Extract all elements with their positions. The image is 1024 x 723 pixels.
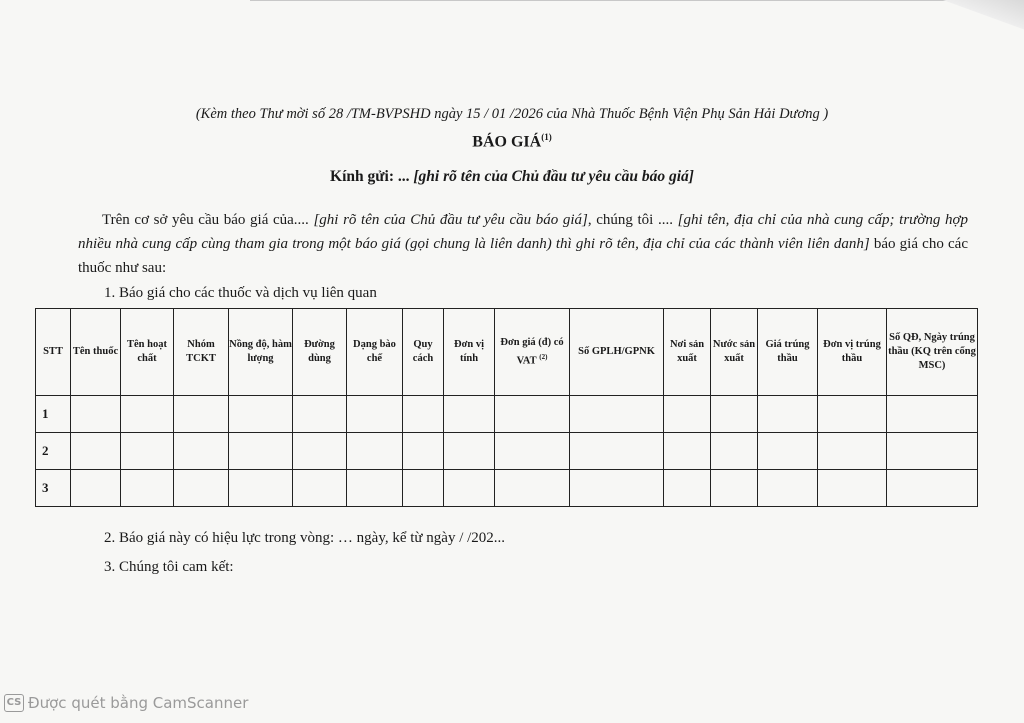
header-noi-san-xuat: Nơi sản xuất [664, 309, 711, 396]
header-quy-cach: Quy cách [403, 309, 444, 396]
header-gia-trung-thau: Giá trúng thầu [758, 309, 818, 396]
row-stt: 1 [36, 396, 71, 433]
header-so-gplh: Số GPLH/GPNK [570, 309, 664, 396]
para-part5: báo giá cho các thuốc như sau: [78, 236, 968, 276]
table-cell [293, 433, 347, 470]
title-footnote: (1) [541, 132, 552, 142]
para-part1: Trên cơ sở yêu cầu báo giá của.... [102, 212, 314, 228]
section-2-validity: 2. Báo giá này có hiệu lực trong vòng: … ngày, kể từ ngày / /202... [104, 530, 506, 546]
table-cell [711, 433, 758, 470]
table-cell [495, 396, 570, 433]
header-don-gia-footnote: (2) [539, 352, 548, 361]
table-cell [347, 433, 403, 470]
table-cell [818, 396, 887, 433]
header-dang-bao-che: Dạng bào chế [347, 309, 403, 396]
table-cell [495, 433, 570, 470]
table-cell [664, 433, 711, 470]
document-title [0, 132, 1024, 151]
header-ten-hoat-chat: Tên hoạt chất [121, 309, 174, 396]
table-cell [711, 396, 758, 433]
row-stt: 3 [36, 470, 71, 507]
table-cell [495, 470, 570, 507]
section-1-heading: 1. Báo giá cho các thuốc và dịch vụ liên quan [104, 285, 377, 301]
camscanner-watermark [4, 694, 248, 712]
table-cell [887, 433, 978, 470]
table-cell [121, 433, 174, 470]
table-cell [818, 470, 887, 507]
table-cell [174, 470, 229, 507]
header-stt: STT [36, 309, 71, 396]
table-row [36, 433, 978, 470]
table-cell [758, 433, 818, 470]
para-part4: [ghi tên, địa chỉ của nhà cung cấp; trường hợp nhiều nhà cung cấp cùng tham gia trong một báo giá (gọi chung là liên danh) thì ghi rõ tên, địa chỉ của các thành viên liên danh] [78, 212, 968, 252]
table-cell [444, 433, 495, 470]
header-don-vi-trung-thau: Đơn vị trúng thầu [818, 309, 887, 396]
table-cell [174, 396, 229, 433]
table-cell [293, 396, 347, 433]
intro-paragraph [78, 208, 968, 280]
table-cell [887, 396, 978, 433]
quote-table [35, 308, 978, 507]
table-cell [758, 470, 818, 507]
recipient-line [0, 168, 1024, 186]
table-cell [403, 470, 444, 507]
table-cell [444, 470, 495, 507]
reference-line: (Kèm theo Thư mời số 28 /TM-BVPSHD ngày 15 / 01 /2026 của Nhà Thuốc Bệnh Viện Phụ Sản Hải Dương ) [195, 106, 829, 122]
watermark-text: Được quét bằng CamScanner [28, 694, 249, 712]
table-cell [403, 433, 444, 470]
table-cell [347, 470, 403, 507]
page-edge [250, 0, 950, 4]
table-cell [570, 396, 664, 433]
table-cell [758, 396, 818, 433]
table-cell [229, 433, 293, 470]
header-don-vi-tinh: Đơn vị tính [444, 309, 495, 396]
table-cell [71, 396, 121, 433]
table-cell [121, 396, 174, 433]
table-cell [71, 433, 121, 470]
camscanner-logo: CS [4, 694, 24, 712]
table-row [36, 470, 978, 507]
header-nhom-tckt: Nhóm TCKT [174, 309, 229, 396]
table-cell [711, 470, 758, 507]
table-cell [570, 470, 664, 507]
table-cell [293, 470, 347, 507]
table-cell [664, 470, 711, 507]
table-cell [121, 470, 174, 507]
table-cell [570, 433, 664, 470]
header-nuoc-san-xuat: Nước sản xuất [711, 309, 758, 396]
header-ten-thuoc: Tên thuốc [71, 309, 121, 396]
table-header-row [36, 309, 978, 396]
table-cell [229, 396, 293, 433]
header-duong-dung: Đường dùng [293, 309, 347, 396]
header-so-qd: Số QĐ, Ngày trúng thầu (KQ trên cổng MSC) [887, 309, 978, 396]
header-don-gia [495, 309, 570, 396]
table-cell [818, 433, 887, 470]
header-don-gia-text: Đơn giá (đ) có VAT [500, 336, 564, 367]
header-nong-do: Nồng độ, hàm lượng [229, 309, 293, 396]
table-row [36, 396, 978, 433]
table-cell [887, 470, 978, 507]
table-cell [71, 470, 121, 507]
table-cell [174, 433, 229, 470]
row-stt: 2 [36, 433, 71, 470]
table-cell [229, 470, 293, 507]
recipient-label: Kính gửi: ... [330, 168, 410, 185]
para-part2: [ghi rõ tên của Chủ đầu tư yêu cầu báo giá] [313, 212, 588, 228]
section-3-commitment: 3. Chúng tôi cam kết: [104, 559, 234, 575]
para-part3: , chúng tôi .... [587, 212, 678, 228]
page-corner-fold [934, 0, 1024, 40]
table-cell [403, 396, 444, 433]
title-text: BÁO GIÁ [472, 133, 542, 151]
table-cell [444, 396, 495, 433]
table-cell [664, 396, 711, 433]
recipient-placeholder: [ghi rõ tên của Chủ đầu tư yêu cầu báo giá] [409, 168, 694, 185]
table-cell [347, 396, 403, 433]
